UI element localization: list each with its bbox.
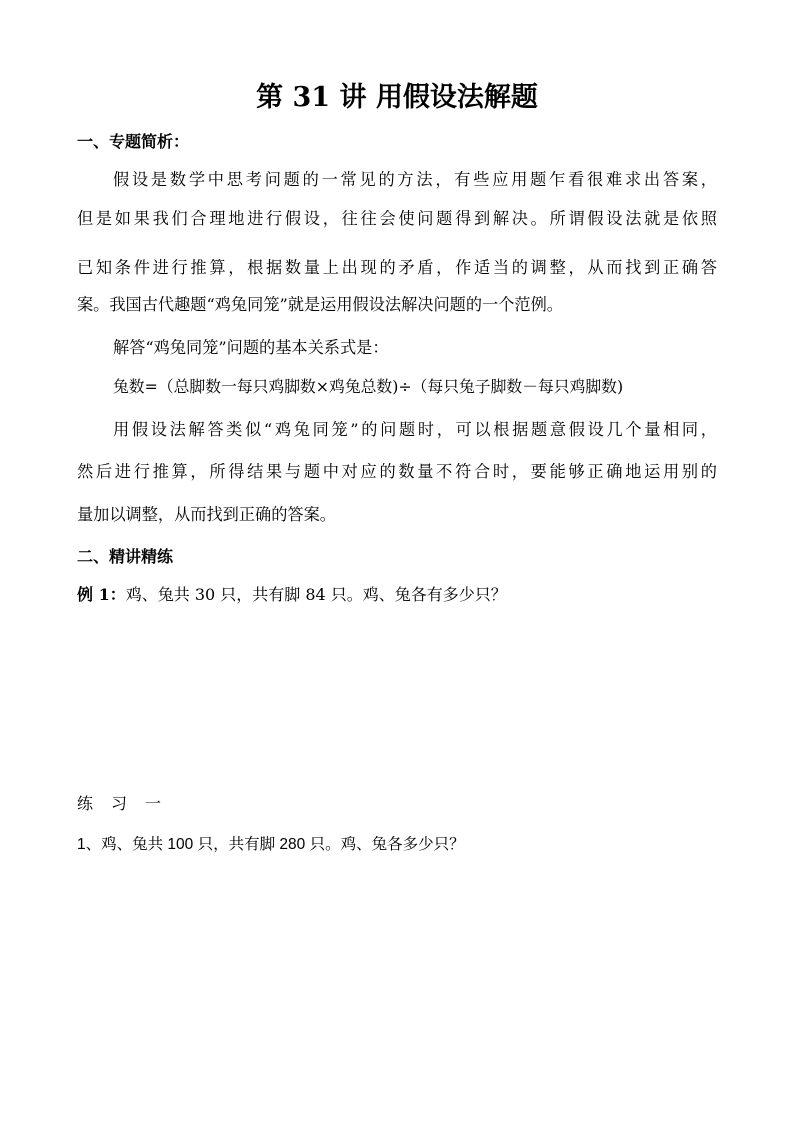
example-1 — [77, 583, 507, 607]
relation-intro: 解答“鸡兔同笼”问题的基本关系式是： — [113, 338, 389, 357]
paragraph-line: 假设是数学中思考问题的一常见的方法，有些应用题乍看很难求出答案， — [113, 170, 717, 189]
relation-formula: 兔数=（总脚数一每只鸡脚数×鸡兔总数)÷（每只兔子脚数－每只鸡脚数) — [113, 377, 624, 396]
section-heading-practice: 二、精讲精练 — [77, 547, 174, 566]
lesson-title: 第 31 讲 用假设法解题 — [256, 82, 538, 113]
exercise-item-1: 1、鸡、兔共 100 只，共有脚 280 只。鸡、兔各多少只？ — [77, 836, 465, 853]
paragraph-line: 然后进行推算，所得结果与题中对应的数量不符合时，要能够正确地运用别的 — [77, 462, 717, 481]
paragraph-line: 但是如果我们合理地进行假设，往往会使问题得到解决。所谓假设法就是依照 — [77, 209, 717, 228]
example-colon: ： — [109, 585, 126, 604]
paragraph-line: 案。我国古代趣题“鸡兔同笼”就是运用假设法解决问题的一个范例。 — [77, 295, 563, 314]
section-heading-analysis: 一、专题简析： — [77, 132, 190, 151]
example-label: 例 1 — [77, 585, 110, 604]
paragraph-line: 量加以调整，从而找到正确的答案。 — [77, 505, 336, 524]
paragraph-line: 用假设法解答类似“鸡兔同笼”的问题时，可以根据题意假设几个量相同， — [113, 420, 717, 439]
exercise-heading: 练习一 — [77, 794, 180, 813]
paragraph-line: 已知条件进行推算，根据数量上出现的矛盾，作适当的调整，从而找到正确答 — [77, 258, 717, 277]
example-text: 鸡、兔共 30 只，共有脚 84 只。鸡、兔各有多少只？ — [125, 585, 507, 604]
